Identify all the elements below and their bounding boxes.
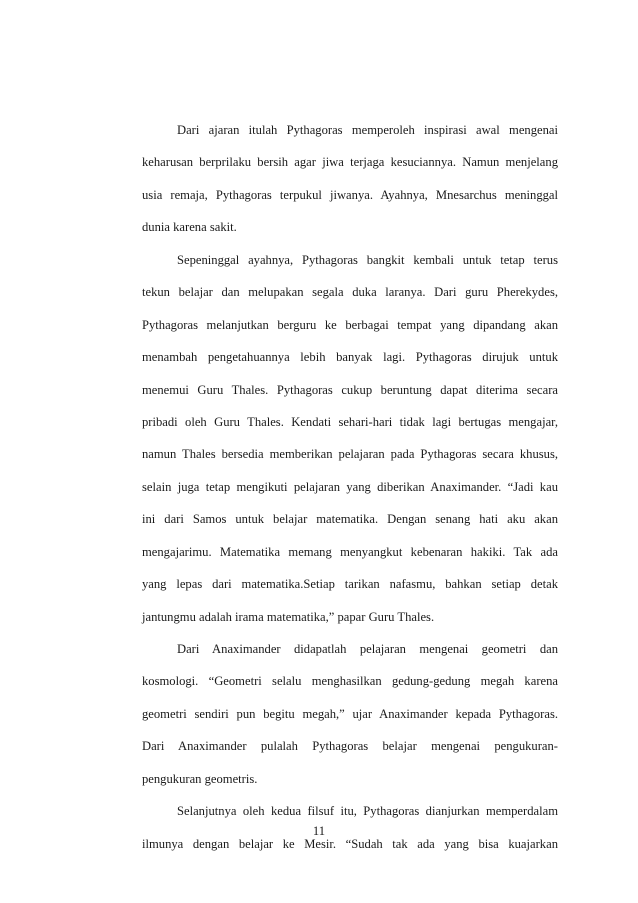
text-line: pengukuran geometris. (142, 771, 258, 786)
text-line: kosmologi. “Geometri selalu menghasilkan gedung-gedung megah karena (142, 674, 558, 689)
text-line: keharusan berprilaku bersih agar jiwa terjaga kesuciannya. Namun menjelang (142, 155, 558, 170)
text-line: Dari ajaran itulah Pythagoras memperoleh inspirasi awal mengenai (177, 123, 558, 137)
text-line: Pythagoras melanjutkan berguru ke berbagai tempat yang dipandang akan (142, 317, 558, 332)
text-line: Dari Anaximander didapatlah pelajaran mengenai geometri dan (177, 642, 558, 656)
page-number: 11 (312, 824, 326, 838)
text-line: ilmunya dengan belajar ke Mesir. “Sudah tak ada yang bisa kuajarkan (142, 836, 558, 851)
text-line: dunia karena sakit. (142, 220, 237, 235)
text-line: tekun belajar dan melupakan segala duka laranya. Dari guru Pherekydes, (142, 285, 558, 300)
text-line: menemui Guru Thales. Pythagoras cukup beruntung dapat diterima secara (142, 382, 558, 397)
text-line: Sepeninggal ayahnya, Pythagoras bangkit kembali untuk tetap terus (177, 252, 558, 267)
text-line: namun Thales bersedia memberikan pelajaran pada Pythagoras secara khusus, (142, 447, 558, 462)
text-line: Dari Anaximander pulalah Pythagoras belajar mengenai pengukuran- (142, 739, 558, 754)
text-line: usia remaja, Pythagoras terpukul jiwanya. Ayahnya, Mnesarchus meninggal (142, 187, 558, 202)
text-line: pribadi oleh Guru Thales. Kendati sehari-hari tidak lagi bertugas mengajar, (142, 414, 558, 429)
text-line: geometri sendiri pun begitu megah,” ujar Anaximander kepada Pythagoras. (142, 706, 558, 721)
body-text (142, 114, 558, 860)
text-line: jantungmu adalah irama matematika,” papar Guru Thales. (142, 609, 435, 624)
text-line: Selanjutnya oleh kedua filsuf itu, Pythagoras dianjurkan memperdalam (177, 804, 558, 819)
text-line: yang lepas dari matematika.Setiap tarikan nafasmu, bahkan setiap detak (142, 577, 558, 592)
text-line: ini dari Samos untuk belajar matematika. Dengan senang hati aku akan (142, 512, 558, 527)
text-line: selain juga tetap mengikuti pelajaran yang diberikan Anaximander. “Jadi kau (142, 479, 558, 494)
text-line: mengajarimu. Matematika memang menyangkut kebenaran hakiki. Tak ada (142, 544, 558, 559)
text-line: menambah pengetahuannya lebih banyak lagi. Pythagoras dirujuk untuk (142, 350, 558, 365)
